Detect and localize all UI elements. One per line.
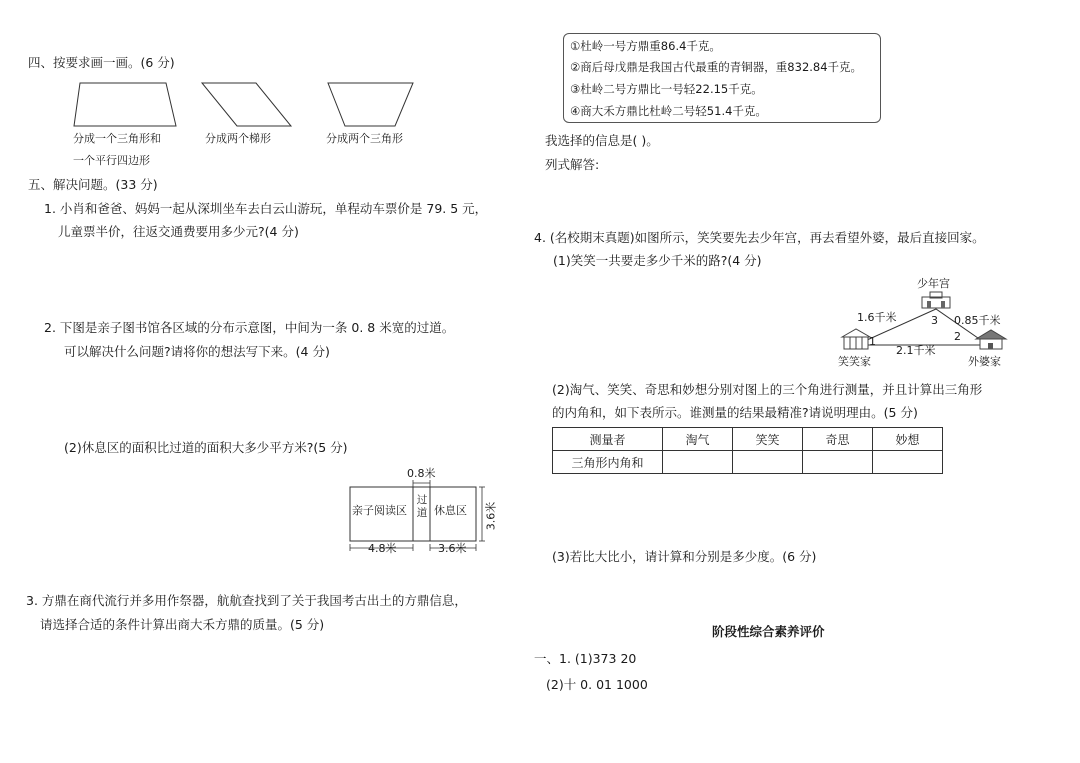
- answer-line-1: 一、1. (1)373 20: [534, 651, 637, 666]
- q3-line1: 3. 方鼎在商代流行并多用作祭器，航航查找到了关于我国考古出土的方鼎信息，: [26, 593, 467, 608]
- formula-prompt: 列式解答:: [545, 157, 600, 172]
- shape-trapezoid-1: [70, 80, 180, 130]
- triangle-right-side: 0.85千米: [954, 314, 1001, 327]
- q3-line2: 请选择合适的条件计算出商大禾方鼎的质量。(5 分): [40, 617, 325, 632]
- section-5-title: 五、解决问题。(33 分): [28, 177, 158, 192]
- triangle-bottom-side: 2.1千米: [896, 344, 936, 357]
- info-line-3: ③杜岭二号方鼎比一号轻22.15千克。: [570, 82, 763, 96]
- q4-line1: 4. (名校期末真题)如图所示，笑笑要先去少年宫，再去看望外婆，最后直接回家。: [534, 230, 985, 245]
- table-header-row: [553, 428, 943, 451]
- shape-parallelogram: [198, 80, 298, 130]
- shape-label-3: 分成两个三角形: [326, 132, 403, 145]
- table-header: 笑笑: [733, 428, 803, 451]
- choose-info-blank: 我选择的信息是( )。: [545, 133, 659, 148]
- q4-sub3: (3)若比大比小，请计算和分别是多少度。(6 分): [552, 549, 817, 564]
- info-line-1: ①杜岭一号方鼎重86.4千克。: [570, 39, 721, 53]
- library-top-dim: 0.8米: [407, 467, 436, 480]
- triangle-angle-3: 3: [931, 314, 938, 327]
- q4-sub2-line2: 的内角和，如下表所示。谁测量的结果最精准?请说明理由。(5 分): [552, 405, 918, 420]
- measurement-table: [552, 427, 943, 474]
- table-cell: [803, 451, 873, 474]
- table-cell: [873, 451, 943, 474]
- library-aisle-label: 过道: [416, 494, 428, 519]
- library-right-dim: 3.6米: [484, 501, 498, 531]
- q2-sub2: (2)休息区的面积比过道的面积大多少平方米?(5 分): [64, 440, 348, 455]
- q4-sub1: (1)笑笑一共要走多少千米的路?(4 分): [553, 253, 762, 268]
- library-zone-rest: 休息区: [434, 504, 467, 517]
- q1-line2: 儿童票半价，往返交通费要用多少元?(4 分): [58, 224, 299, 239]
- ding-info-box: [563, 33, 881, 123]
- triangle-angle-2: 2: [954, 330, 961, 343]
- table-cell: [663, 451, 733, 474]
- answer-section-title: 阶段性综合素养评价: [712, 624, 825, 639]
- triangle-angle-1: 1: [869, 335, 876, 348]
- grandma-house-icon: [976, 330, 1006, 349]
- table-header: 测量者: [553, 428, 663, 451]
- q4-sub2-line1: (2)淘气、笑笑、奇思和妙想分别对图上的三个角进行测量，并且计算出三角形: [552, 382, 983, 397]
- home-icon: [842, 329, 870, 349]
- triangle-right-point: 外婆家: [968, 355, 1001, 368]
- q2-line1: 2. 下图是亲子图书馆各区域的分布示意图，中间为一条 0. 8 米宽的过道。: [44, 320, 455, 335]
- table-header: 奇思: [803, 428, 873, 451]
- shape-trapezoid-2: [325, 80, 425, 130]
- table-header: 妙想: [873, 428, 943, 451]
- q1-line1: 1. 小肖和爸爸、妈妈一起从深圳坐车去白云山游玩，单程动车票价是 79. 5 元，: [44, 201, 488, 216]
- table-header: 淘气: [663, 428, 733, 451]
- library-bottom-dim-1: 4.8米: [368, 542, 397, 555]
- info-line-2: ②商后母戊鼎是我国古代最重的青铜器，重832.84千克。: [570, 60, 863, 74]
- table-row-label: 三角形内角和: [553, 451, 663, 474]
- table-cell: [733, 451, 803, 474]
- table-row: [553, 451, 943, 474]
- palace-icon: [922, 292, 950, 308]
- shape-label-1b: 一个平行四边形: [73, 154, 150, 167]
- answer-line-2: (2)十 0. 01 1000: [546, 677, 648, 692]
- triangle-left-side: 1.6千米: [857, 311, 897, 324]
- info-line-4: ④商大禾方鼎比杜岭二号轻51.4千克。: [570, 104, 767, 118]
- triangle-top-label: 少年宫: [917, 277, 950, 290]
- triangle-left-point: 笑笑家: [838, 355, 871, 368]
- shape-label-1a: 分成一个三角形和: [73, 132, 161, 145]
- library-bottom-dim-2: 3.6米: [438, 542, 467, 555]
- q2-line2: 可以解决什么问题?请将你的想法写下来。(4 分): [64, 344, 330, 359]
- section-4-title: 四、按要求画一画。(6 分): [28, 55, 175, 70]
- library-zone-reading: 亲子阅读区: [352, 504, 407, 517]
- shape-label-2: 分成两个梯形: [205, 132, 271, 145]
